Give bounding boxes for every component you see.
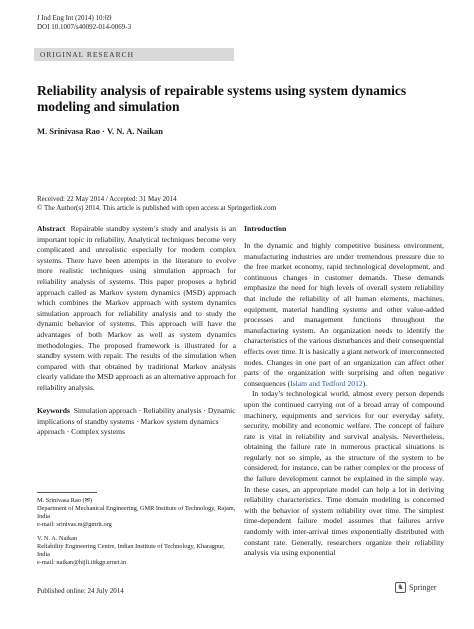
- author-email[interactable]: e-mail: srinivas.m@gmrit.org: [37, 521, 112, 528]
- journal-citation: J Ind Eng Int (2014) 10:69: [37, 14, 112, 22]
- copyright-line: © The Author(s) 2014. This article is published with open access at Springerlink.com: [37, 204, 277, 212]
- keywords-label: Keywords: [37, 406, 70, 415]
- introduction-body: [244, 241, 444, 559]
- received-accepted: Received: 22 May 2014 / Accepted: 31 May 2014: [37, 195, 177, 203]
- abstract-text: Repairable standby system’s study and analysis is an important topic in reliability. Analytical techniques become very complicated and unrealistic especially for modern complex systems. There have been attempts in the literature to evolve more realistic techniques using simulation approach for reliability analysis of systems. This paper proposes a hybrid approach called as Markov system dynamics (MSD) approach which combines the Markov approach with system dynamics simulation approach for reliability analysis and to study the dynamic behavior of systems. This approach will have the advantages of both Markov as well as system dynamics methodologies. The proposed framework is illustrated for a standby system with repair. The results of the simulation when compared with that obtained by traditional Markov analysis clearly validate the MSD approach as an alternative approach for reliability analysis.: [37, 224, 237, 392]
- journal-header: [37, 14, 131, 32]
- author-dept: Reliability Engineering Centre, Indian Institute of Technology, Kharagpur, India: [37, 543, 225, 558]
- published-online: Published online: 24 July 2014: [37, 587, 124, 595]
- intro-paragraph-1: In the dynamic and highly competitive business environment, manufacturing industries are under tremendous pressure due to the free market economy, rapid technological development, and continuous changes in customer demands. These demands emphasize the need for high levels of overall system reliability that include the reliability of all human elements, machines, equipment, material handling systems and other value-added processes and management functions throughout the manufacturing system. An organization needs to identify the characteristics of the various disturbances and their consequential effects over time. It is basically a giant network of interconnected nodes. Changes in one part of an organization can affect other parts of the organization with surprising and often negative consequences (Islam and Tedford 2012).: [244, 241, 444, 388]
- affiliations: [37, 497, 236, 573]
- section-band: [34, 48, 234, 61]
- keywords: [37, 406, 236, 438]
- author-email[interactable]: e-mail: naikan@hijli.iitkgp.ernet.in: [37, 559, 127, 566]
- citation-link[interactable]: Islam and Tedford 2012: [290, 378, 363, 388]
- introduction-heading: Introduction: [244, 224, 287, 233]
- affiliation-divider: [37, 492, 97, 493]
- author-list: M. Srinivasa Rao · V. N. A. Naikan: [37, 126, 164, 136]
- article-title: Reliability analysis of repairable systems using system dynamics modeling and simulation: [37, 83, 407, 114]
- author-name: M. Srinivasa Rao (✉): [37, 497, 92, 504]
- abstract-label: Abstract: [37, 224, 66, 233]
- affiliation-1: [37, 497, 236, 529]
- intro-paragraph-2: In today’s technological world, almost every person depends upon the continued carrying out of a broad array of compound machinery, equipments and services for our everyday safety, security, mobility and economic welfare. The concept of failure rate is vital in reliability and survival analysis. Nevertheless, obtaining the failure rate in numerous practical situations is regularly not so simple, as the structure of the system to be considered, for instance, can be rather complex or the process of the failure development cannot be explained in the simple way. In these cases, an appropriate model can help a lot in deriving reliability characteristics. Time domain modeling is concerned with the behavior of system reliability over time. The simplest time-dependent failure model assumes that failures arrive randomly with inter-arrival times exponentially distributed with constant rate. Generally, researchers organize their reliability analysis via using exponential: [244, 389, 444, 558]
- author-name: V. N. A. Naikan: [37, 535, 78, 542]
- abstract: [37, 224, 236, 394]
- publisher-name: Springer: [409, 583, 437, 592]
- springer-horse-icon: ♞: [395, 582, 406, 593]
- article-dates: [37, 195, 276, 213]
- publisher-logo: [395, 582, 437, 593]
- section-label: ORIGINAL RESEARCH: [40, 50, 135, 59]
- author-dept: Department of Mechanical Engineering, GMR Institute of Technology, Rajam, India: [37, 505, 236, 520]
- keywords-text: Simulation approach · Reliability analysis · Dynamic implications of standby systems · Markov system dynamics approach · Complex systems: [37, 406, 236, 437]
- doi-line: DOI 10.1007/s40092-014-0069-3: [37, 23, 132, 31]
- affiliation-2: [37, 535, 236, 567]
